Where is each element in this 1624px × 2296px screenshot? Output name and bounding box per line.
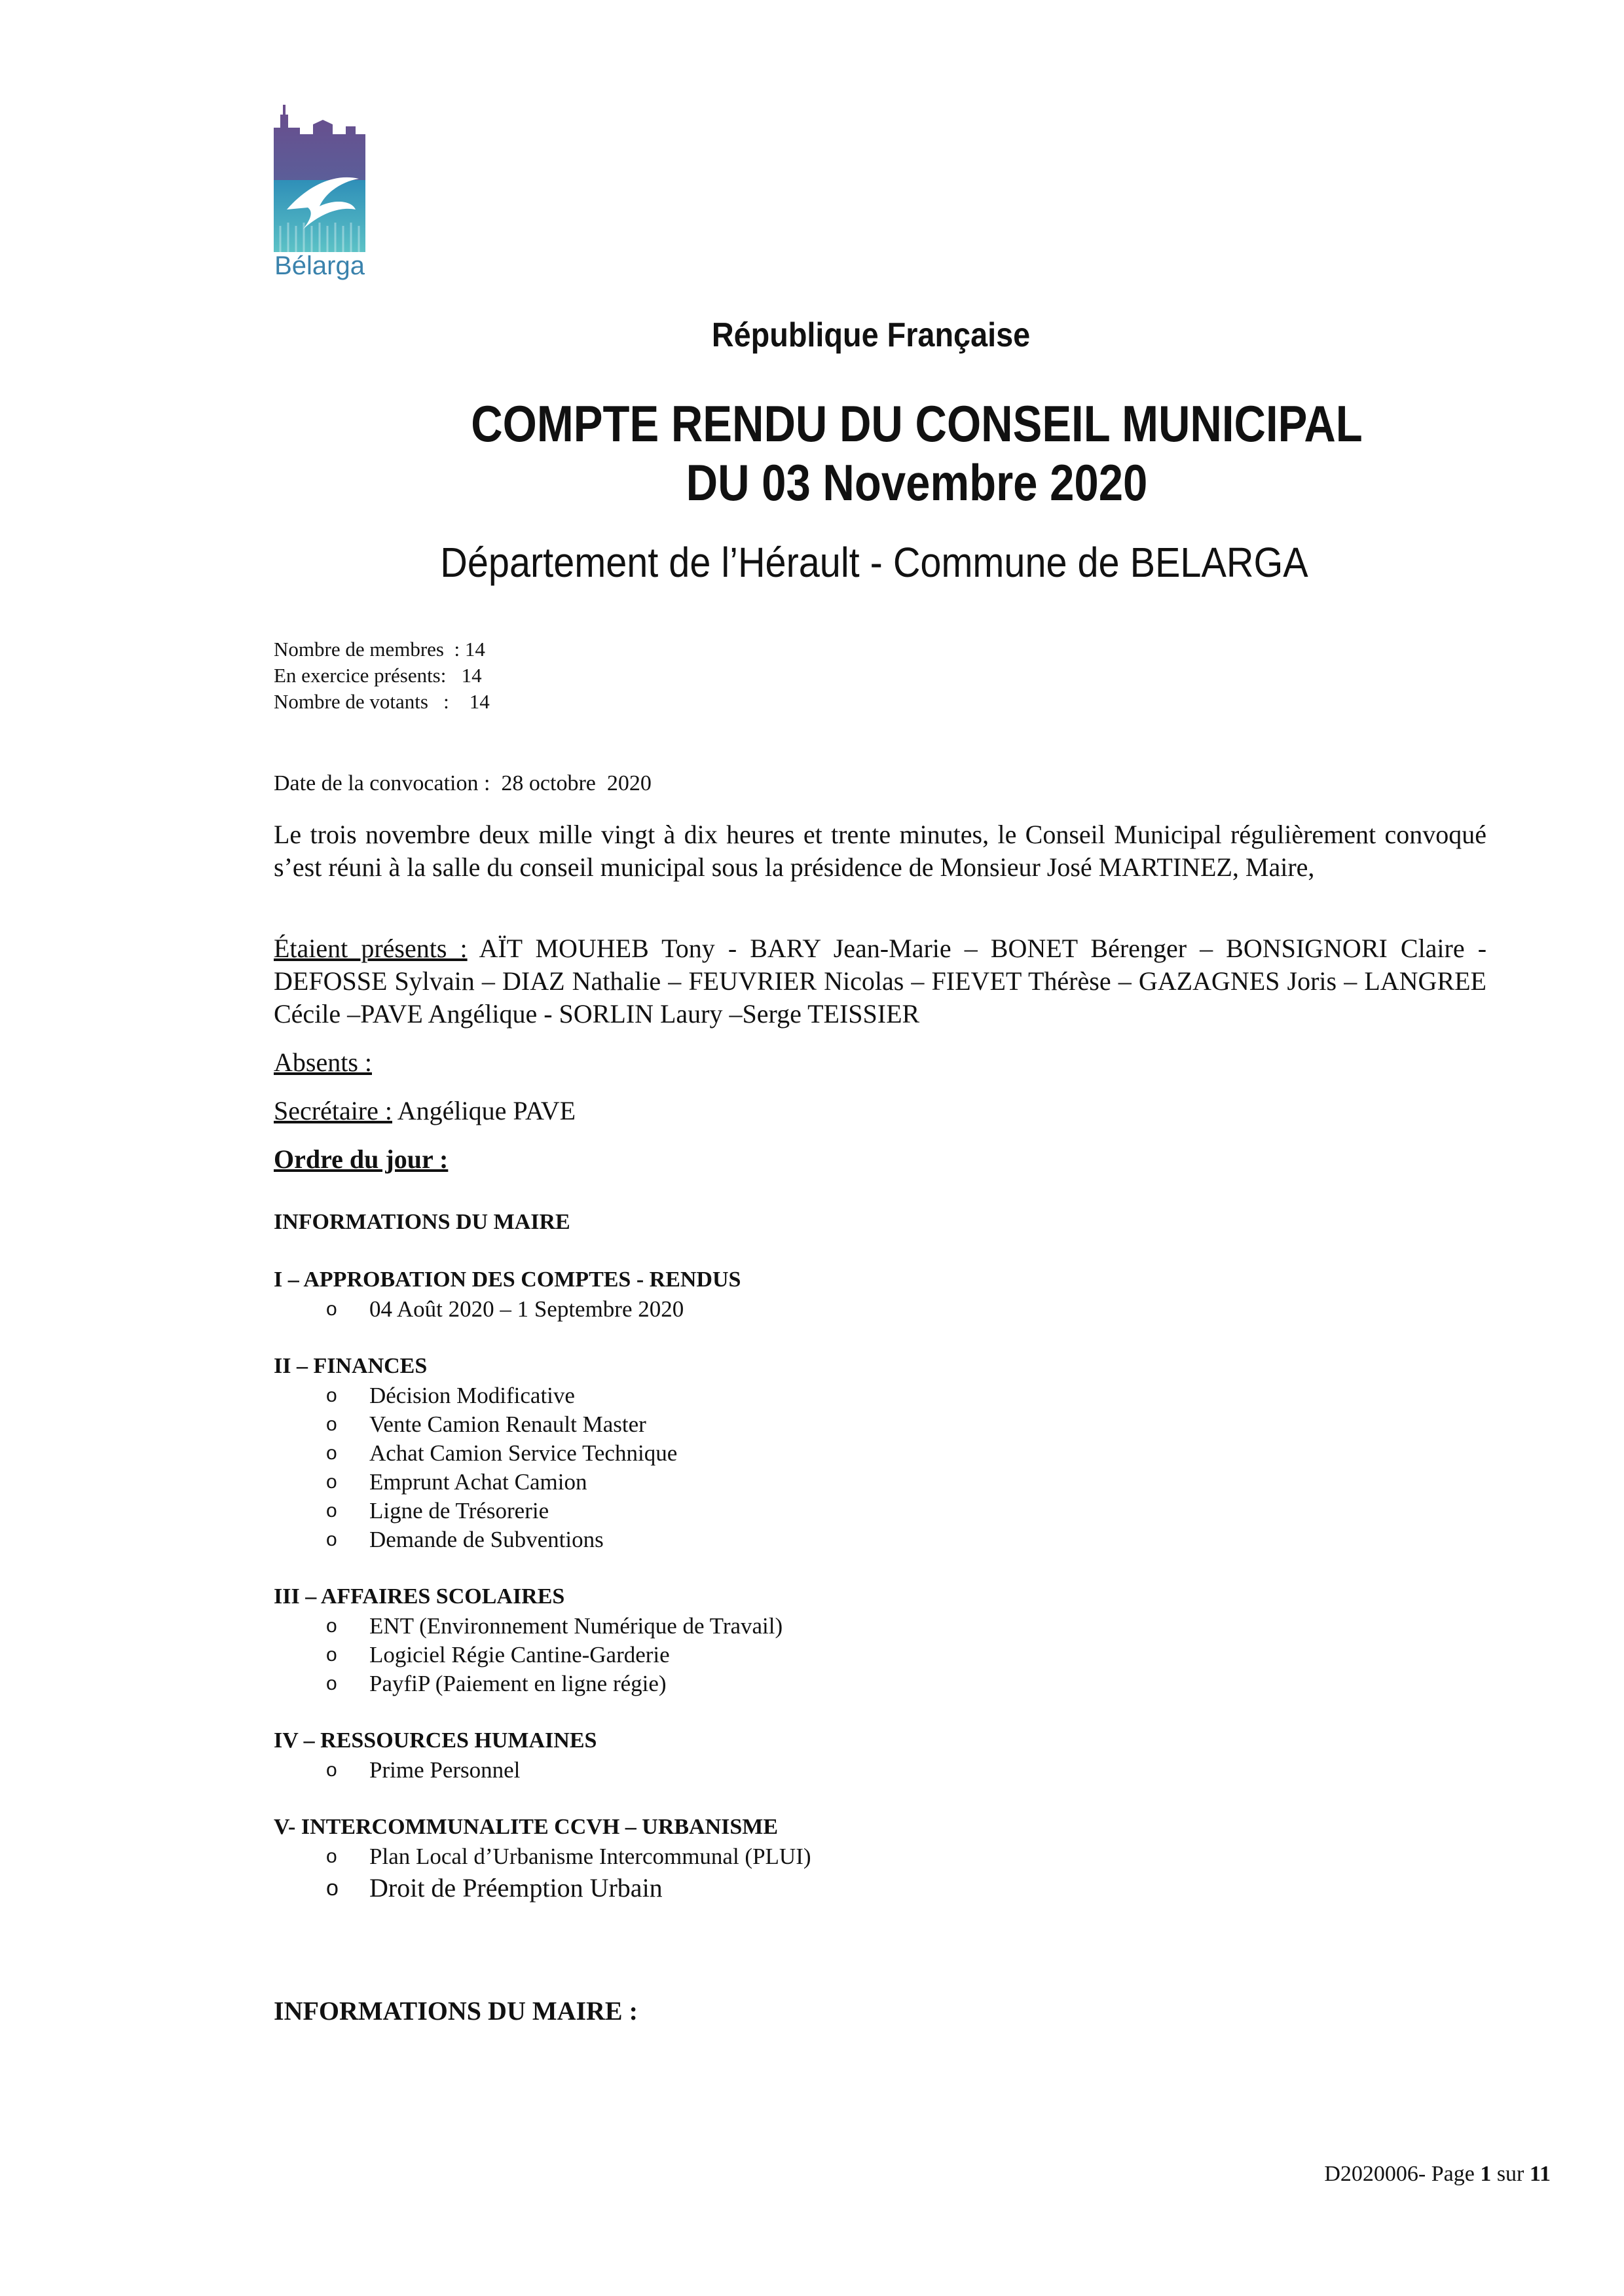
page-total: 11 (1529, 2162, 1551, 2186)
convocation-date: Date de la convocation : 28 octobre 2020 (274, 771, 652, 795)
bullet-icon: o (326, 1529, 337, 1550)
section-title: II – FINANCES (274, 1354, 428, 1378)
section-title: I – APPROBATION DES COMPTES - RENDUS (274, 1267, 741, 1292)
list-item: o Achat Camion Service Technique (274, 1439, 677, 1468)
document-title-line1: COMPTE RENDU DU CONSEIL MUNICIPAL (471, 395, 1363, 452)
list-item: o Demande de Subventions (274, 1525, 677, 1554)
agenda-title: Ordre du jour : (274, 1144, 449, 1174)
list-item: o PayfiP (Paiement en ligne régie) (274, 1669, 783, 1698)
section-items (274, 1756, 520, 1785)
secretary-name: Angélique PAVE (392, 1096, 576, 1125)
bullet-icon: o (326, 1876, 339, 1901)
section-items (274, 1612, 783, 1698)
section-items (274, 1872, 663, 1904)
info-section-title: INFORMATIONS DU MAIRE (274, 1210, 570, 1234)
absents-label: Absents : (274, 1048, 372, 1077)
republic-heading: République Française (711, 316, 1031, 354)
section-items (274, 1295, 684, 1324)
page-footer (1324, 2162, 1551, 2187)
secretary-label: Secrétaire : (274, 1096, 392, 1125)
intro-paragraph: Le trois novembre deux mille vingt à dix heures et trente minutes, le Conseil Municipal régulièrement convoqué s’est réuni à la salle du conseil municipal sous la présidence de Monsieur José MARTINEZ, Maire, (274, 820, 1486, 882)
section-items (274, 1842, 811, 1871)
present-names: AÏT MOUHEB Tony - BARY Jean-Marie – BONET Bérenger – BONSIGNORI Claire - DEFOSSE Sylvain – DIAZ Nathalie – FEUVRIER Nicolas – FIEVET Thérèse – GAZAGNES Joris – LANGREE Cécile –PAVE Angélique - SORLIN Laury –Serge TEISSIER (274, 934, 1487, 1029)
document-title-line2: DU 03 Novembre 2020 (686, 454, 1148, 511)
list-item: o Logiciel Régie Cantine-Garderie (274, 1641, 783, 1669)
list-item: o Prime Personnel (274, 1756, 520, 1785)
members-count: Nombre de membres : 14 (274, 638, 485, 661)
list-item: o Vente Camion Renault Master (274, 1410, 677, 1439)
bullet-icon: o (326, 1846, 337, 1867)
logo-wordmark: Bélarga (274, 251, 365, 280)
bullet-icon: o (326, 1759, 337, 1781)
list-item: o Droit de Préemption Urbain (326, 1873, 663, 1903)
secretary-line (274, 1095, 1486, 1127)
bullet-icon: o (326, 1500, 337, 1522)
section-title: IV – RESSOURCES HUMAINES (274, 1728, 597, 1753)
bullet-icon: o (326, 1385, 337, 1406)
list-item: o Ligne de Trésorerie (274, 1497, 677, 1525)
bullet-icon: o (326, 1615, 337, 1637)
present-label: Étaient présents : (274, 934, 468, 963)
info-heading: INFORMATIONS DU MAIRE : (274, 1996, 638, 2026)
section-title: V- INTERCOMMUNALITE CCVH – URBANISME (274, 1815, 779, 1839)
page-number: 1 (1480, 2162, 1492, 2186)
department-subtitle: Département de l’Hérault - Commune de BELARGA (440, 539, 1308, 586)
list-item: o Emprunt Achat Camion (274, 1468, 677, 1497)
bullet-icon: o (326, 1471, 337, 1493)
present-members (274, 932, 1486, 1030)
page-of: sur (1491, 2162, 1530, 2186)
list-item: o Plan Local d’Urbanisme Intercommunal (PLUI) (274, 1842, 811, 1871)
list-item: o Décision Modificative (274, 1381, 677, 1410)
list-item: o 04 Août 2020 – 1 Septembre 2020 (274, 1295, 684, 1324)
belarga-logo (274, 101, 365, 281)
voters-count: Nombre de votants : 14 (274, 690, 490, 713)
bullet-icon: o (326, 1673, 337, 1694)
section-title: III – AFFAIRES SCOLAIRES (274, 1584, 565, 1609)
bullet-icon: o (326, 1298, 337, 1320)
absents-line (274, 1046, 1486, 1079)
list-item: o ENT (Environnement Numérique de Travail) (274, 1612, 783, 1641)
document-reference: D2020006- Page (1324, 2162, 1481, 2186)
bullet-icon: o (326, 1644, 337, 1666)
village-emblem-icon (274, 101, 365, 252)
bullet-icon: o (326, 1442, 337, 1464)
present-count: En exercice présents: 14 (274, 664, 482, 687)
section-items (274, 1381, 677, 1554)
bullet-icon: o (326, 1413, 337, 1435)
